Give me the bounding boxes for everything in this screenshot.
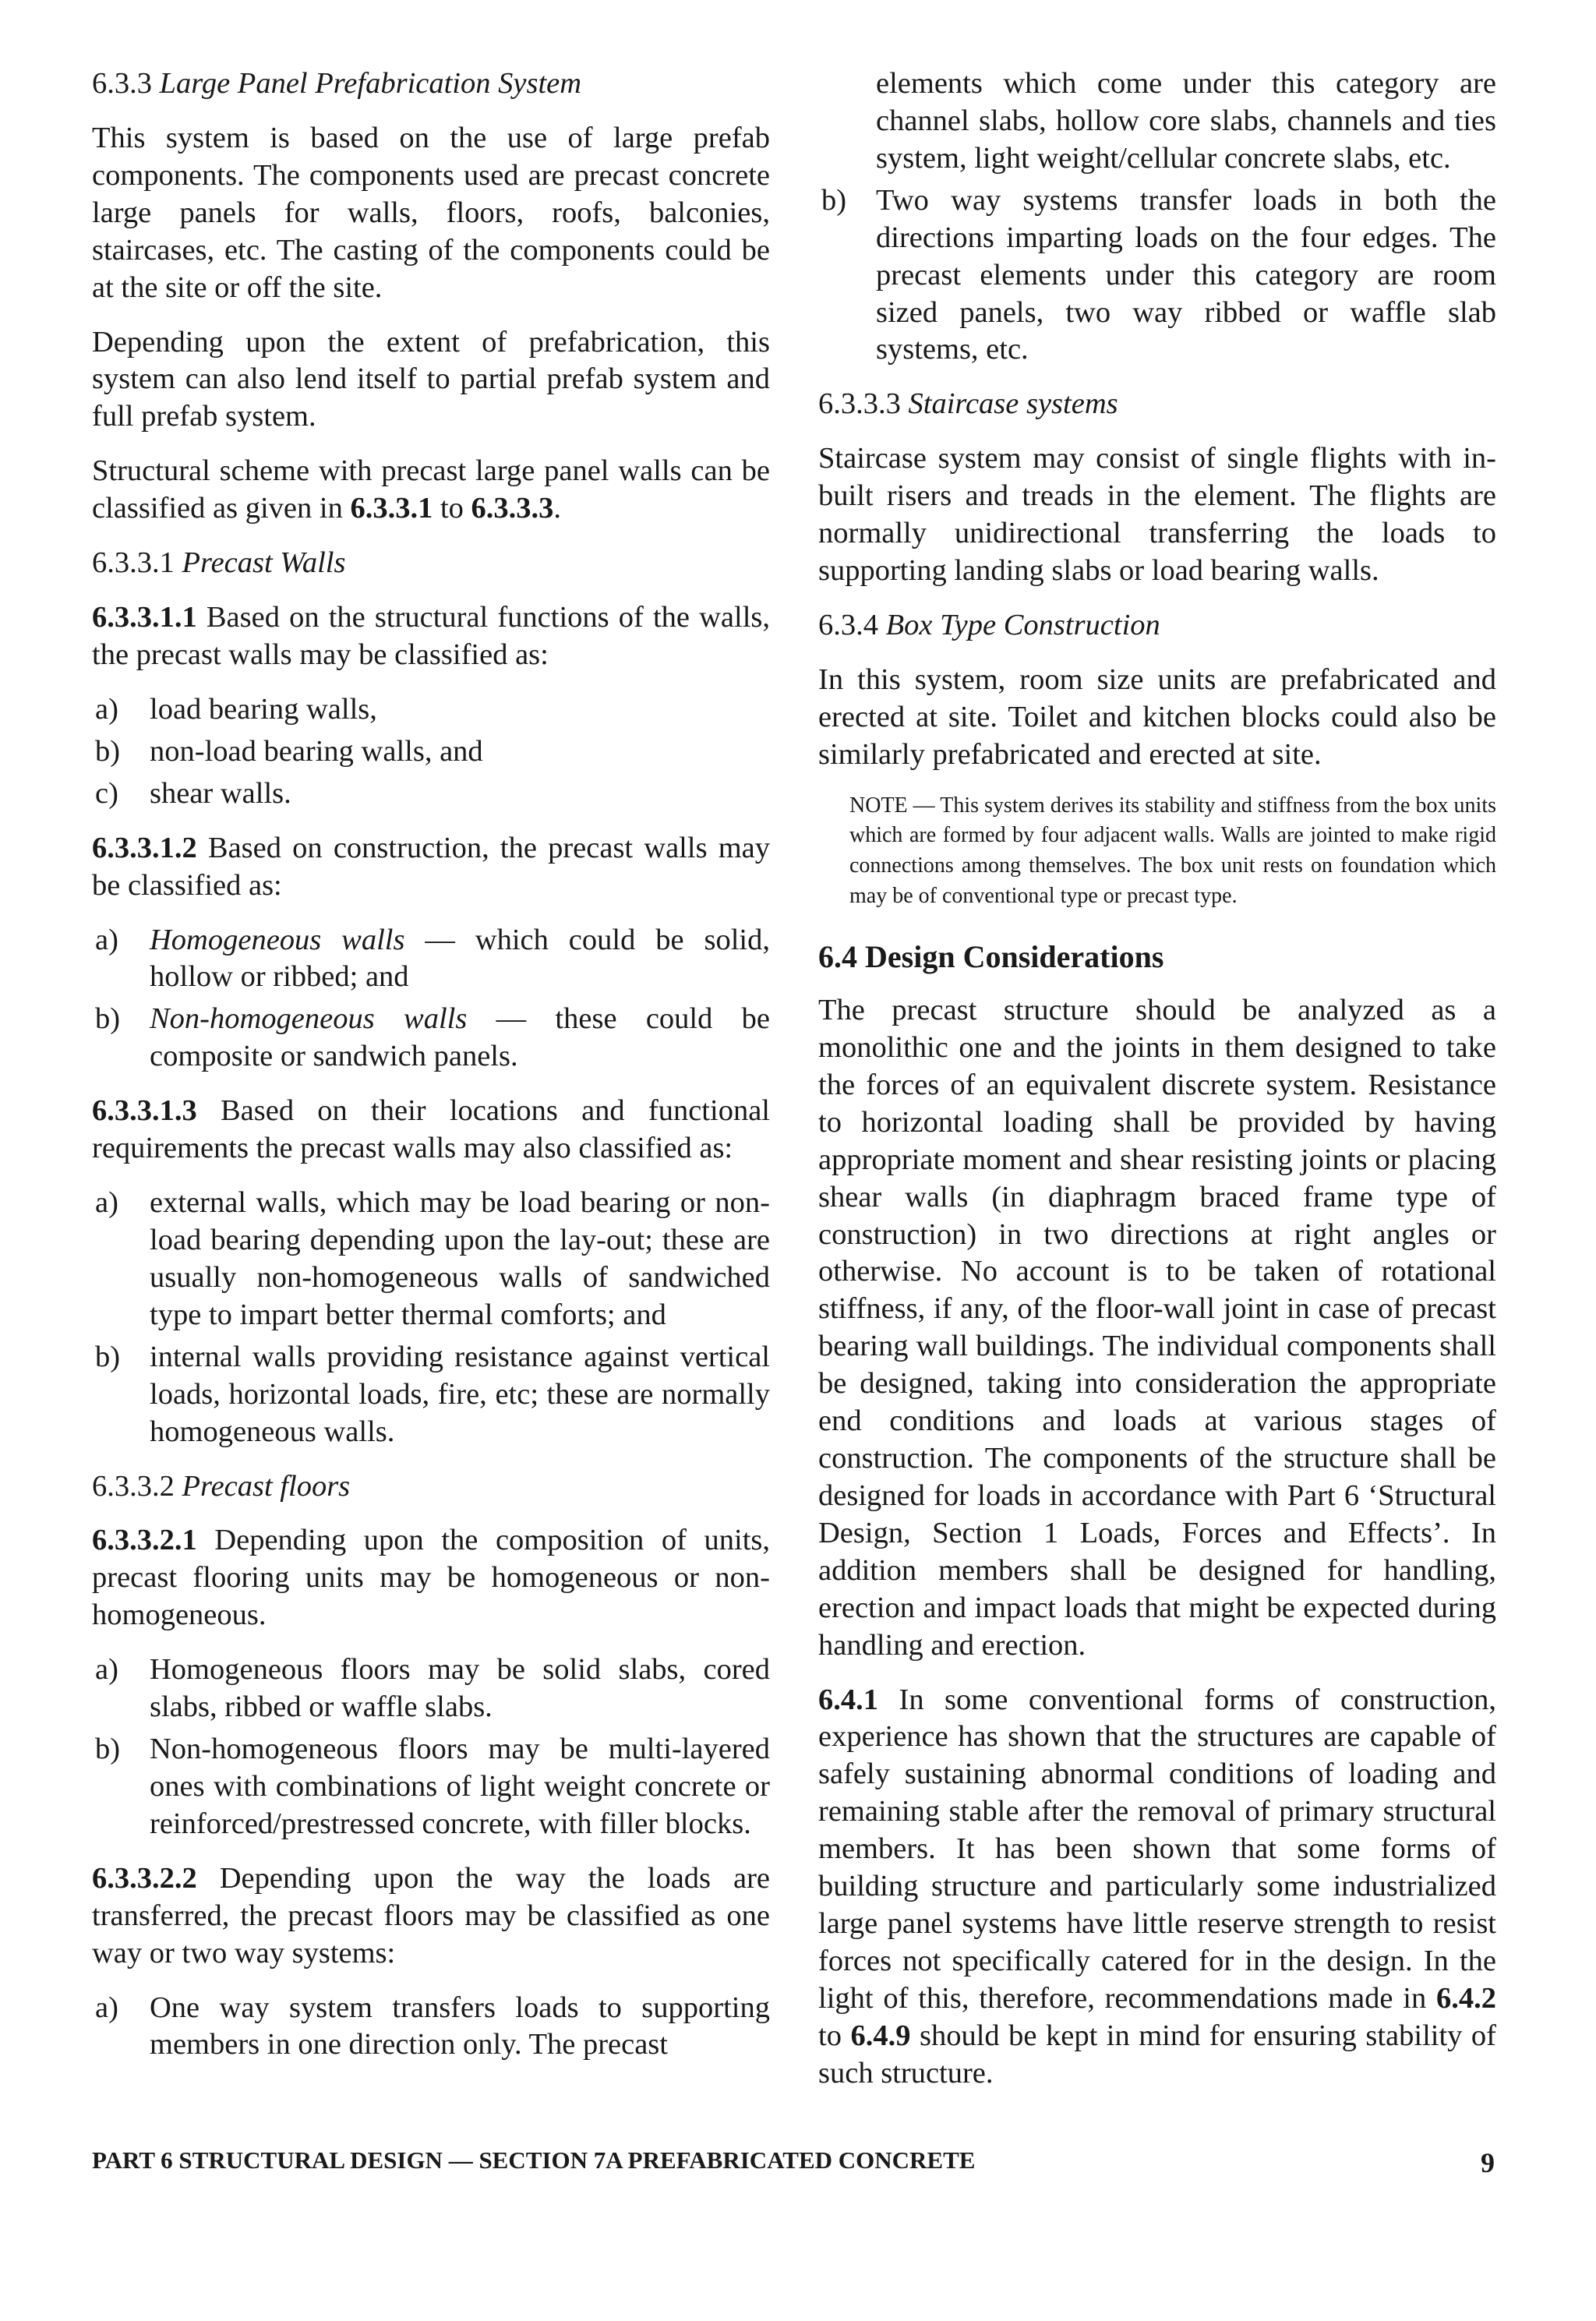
list-item: b) internal walls providing resistance against vertical loads, horizontal loads, fire, etc; these are normally homogeneous walls.: [95, 1340, 770, 1448]
right-column: [818, 65, 1496, 2110]
list-item: a) load bearing walls,: [95, 692, 377, 726]
list-item: a) Homogeneous floors may be solid slabs, cored slabs, ribbed or waffle slabs.: [95, 1653, 770, 1724]
paragraph: This system is based on the use of large prefab components. The components used are precast concrete large panels for walls, floors, roofs, balconies, staircases, etc. The casting of the components could be at the site or off the site.: [92, 121, 770, 304]
list-item: b) Non-homogeneous floors may be multi-layered ones with combinations of light weight concrete or reinforced/prestressed concrete, with filler blocks.: [95, 1733, 770, 1840]
section-heading-6-3-3-2: 6.3.3.2 Precast floors: [92, 1469, 351, 1503]
section-heading-6-3-3: 6.3.3 Large Panel Prefabrication System: [92, 67, 582, 100]
paragraph: Staircase system may consist of single flights with in-built risers and treads in the element. The flights are normally unidirectional transferring the loads to supporting landing slabs or load bearing walls.: [818, 442, 1496, 588]
paragraph: 6.4.1 In some conventional forms of construction, experience has shown that the structures are capable of safely sustaining abnormal conditions of loading and remaining stable after the removal of primary structural members. It has been shown that some forms of building structure and particularly some industrialized large panel systems have little reserve strength to resist forces not specifically catered for in the design. In the light of this, therefore, recommendations made in 6.4.2 to 6.4.9 should be kept in mind for ensuring stability of such structure.: [818, 1683, 1496, 2090]
note: NOTE — This system derives its stability and stiffness from the box units which are formed by four adjacent walls. Walls are jointed to make rigid connections among themselves. The box unit rests on foundation which may be of conventional type or precast type.: [849, 793, 1496, 908]
list-item: a) external walls, which may be load bearing or non-load bearing depending upon the lay-out; these are usually non-homogeneous walls of sandwiched type to impart better thermal comforts; and: [95, 1186, 770, 1331]
list-item: b) Two way systems transfer loads in both the directions imparting loads on the four edges. The precast elements under this category are room sized panels, two way ribbed or waffle slab systems, etc.: [821, 183, 1496, 366]
left-column: [92, 65, 770, 2081]
paragraph: 6.3.3.1.2 Based on construction, the precast walls may be classified as:: [92, 831, 770, 902]
paragraph: 6.3.3.2.1 Depending upon the composition of units, precast flooring units may be homogeneous or non-homogeneous.: [92, 1524, 770, 1632]
paragraph: 6.3.3.1.3 Based on their locations and functional requirements the precast walls may also classified as:: [92, 1094, 770, 1165]
list-wall-types: [92, 691, 770, 813]
list-item: c) shear walls.: [95, 776, 291, 810]
paragraph: 6.3.3.2.2 Depending upon the way the loads are transferred, the precast floors may be classified as one way or two way systems:: [92, 1861, 770, 1969]
list-way-systems: [92, 1990, 770, 2065]
paragraph: In this system, room size units are prefabricated and erected at site. Toilet and kitchen blocks could also be similarly prefabricated and erected at site.: [818, 662, 1496, 771]
list-way-systems-continued: [818, 65, 1496, 369]
section-heading-6-3-3-3: 6.3.3.3 Staircase systems: [818, 387, 1118, 421]
section-heading-6-3-4: 6.3.4 Box Type Construction: [818, 608, 1160, 641]
list-item: b) Non-homogeneous walls — these could be composite or sandwich panels.: [95, 1002, 770, 1073]
paragraph: 6.3.3.1.1 Based on the structural functions of the walls, the precast walls may be classified as:: [92, 601, 770, 671]
list-construction-types: [92, 922, 770, 1076]
paragraph: Structural scheme with precast large panel walls can be classified as given in 6.3.3.1 to 6.3.3.3.: [92, 454, 770, 525]
page-footer: [92, 2146, 1495, 2179]
footer-title: PART 6 STRUCTURAL DESIGN — SECTION 7A PREFABRICATED CONCRETE: [92, 2146, 976, 2174]
list-floor-types: [92, 1652, 770, 1843]
paragraph: Depending upon the extent of prefabrication, this system can also lend itself to partial prefab system and full prefab system.: [92, 325, 770, 433]
list-item: elements which come under this category are channel slabs, hollow core slabs, channels and ties system, light weight/cellular concrete slabs, etc.: [876, 67, 1496, 175]
paragraph: The precast structure should be analyzed as a monolithic one and the joints in them designed to take the forces of an equivalent discrete system. Resistance to horizontal loading shall be provided by having appropriate moment and shear resisting joints or placing shear walls (in diaphragm braced frame type of construction) in two directions at right angles or otherwise. No account is to be taken of rotational stiffness, if any, of the floor-wall joint in case of precast bearing wall buildings. The individual components shall be designed, taking into consideration the appropriate end conditions and loads at various stages of construction. The components of the structure shall be designed for loads in accordance with Part 6 ‘Structural Design, Section 1 Loads, Forces and Effects’. In addition members shall be designed for handling, erection and impact loads that might be expected during handling and erection.: [818, 993, 1496, 1662]
list-item: a) Homogeneous walls — which could be solid, hollow or ribbed; and: [95, 923, 770, 994]
page-number: 9: [1481, 2147, 1495, 2178]
list-item: a) One way system transfers loads to supporting members in one direction only. The precast: [95, 1991, 770, 2061]
section-heading-6-4: 6.4 Design Considerations: [818, 939, 1164, 975]
list-item: b) non-load bearing walls, and: [95, 734, 483, 768]
section-heading-6-3-3-1: 6.3.3.1 Precast Walls: [92, 546, 346, 580]
list-location-types: [92, 1185, 770, 1450]
